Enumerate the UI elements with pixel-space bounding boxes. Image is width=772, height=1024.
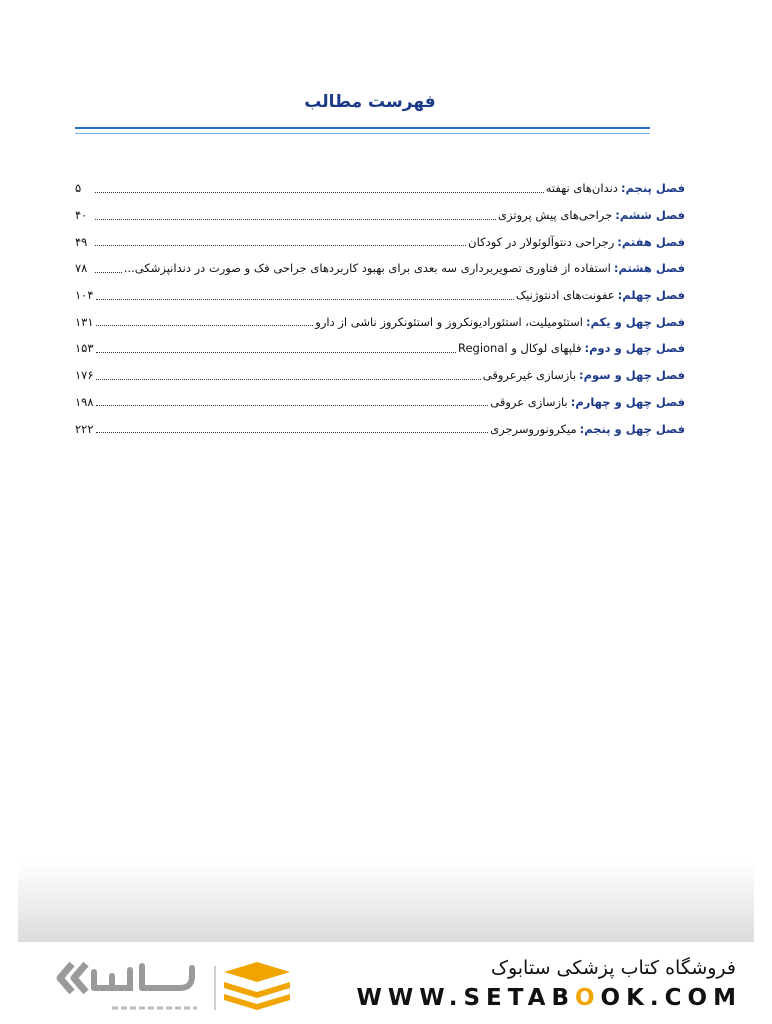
store-name: فروشگاه کتاب پزشکی ستابوک bbox=[490, 957, 736, 979]
footer-fade-band bbox=[18, 862, 754, 942]
toc-leader-dots bbox=[96, 325, 314, 326]
toc-entry[interactable] bbox=[75, 362, 685, 389]
toc-chapter-label: فصل هفتم: bbox=[617, 234, 685, 249]
toc-page-number: ۷۸ bbox=[75, 261, 88, 276]
toc-page-number: ۱۹۸ bbox=[75, 394, 94, 409]
toc-leader-dots bbox=[96, 299, 514, 300]
toc-subject: استئومیلیت، استئورادیونکروز و استئونکروز ناشی از دارو bbox=[315, 314, 583, 329]
toc-leader-dots bbox=[95, 192, 544, 193]
toc-leader-dots bbox=[95, 245, 466, 246]
toc-page-number: ۴۰ bbox=[75, 208, 88, 223]
url-accent-o: O bbox=[574, 985, 601, 1011]
toc-entry[interactable] bbox=[75, 308, 685, 335]
toc-subject: بازسازی عروقی bbox=[490, 394, 568, 409]
url-prefix: WWW.SETAB bbox=[356, 985, 575, 1011]
logo-divider bbox=[104, 996, 202, 999]
toc-entry[interactable] bbox=[75, 202, 685, 229]
title-rule bbox=[75, 127, 650, 129]
logo-chevron-icon bbox=[60, 964, 72, 992]
toc-entry[interactable] bbox=[75, 389, 685, 416]
toc-page-number: ۱۷۶ bbox=[75, 368, 94, 383]
toc-chapter-label: فصل چهلم: bbox=[617, 288, 685, 303]
toc-entry[interactable] bbox=[75, 228, 685, 255]
toc-leader-dots bbox=[96, 352, 456, 353]
toc-chapter-label: فصل چهل و سوم: bbox=[579, 368, 685, 383]
toc-page-number: ۴۹ bbox=[75, 234, 88, 249]
toc-title: فهرست مطالب bbox=[304, 92, 436, 112]
logo-vertical-divider bbox=[214, 966, 216, 1010]
toc-subject: استفاده از فناوری تصویربرداری سه بعدی برای بهبود کاربردهای جراحی فک و صورت در دندانپزشکی... bbox=[123, 261, 611, 276]
logo-chevron-icon bbox=[74, 964, 86, 992]
toc-entry[interactable] bbox=[75, 255, 685, 282]
store-url[interactable] bbox=[357, 985, 743, 1011]
toc-entry[interactable] bbox=[75, 282, 685, 309]
toc-chapter-label: فصل چهل و یکم: bbox=[585, 314, 685, 329]
toc-chapter-label: فصل چهل و چهارم: bbox=[570, 394, 685, 409]
toc-chapter-label: فصل چهل و پنجم: bbox=[579, 421, 685, 436]
toc-leader-dots bbox=[96, 379, 481, 380]
toc-chapter-label: فصل چهل و دوم: bbox=[584, 341, 685, 356]
setabook-logo bbox=[52, 958, 302, 1018]
toc-entry[interactable] bbox=[75, 335, 685, 362]
url-mid: O bbox=[600, 985, 627, 1011]
toc-subject: رجراحی دنتوآلوئولار در کودکان bbox=[468, 234, 615, 249]
toc-leader-dots bbox=[96, 432, 489, 433]
toc-subject: میکرونوروسرجری bbox=[490, 421, 577, 436]
toc-subject: جراحی‌های پیش پروتزی bbox=[498, 208, 613, 223]
setabook-logo-graphic bbox=[52, 958, 302, 1018]
toc-subject: عفونت‌های ادنتوژنیک bbox=[515, 288, 615, 303]
toc-list bbox=[75, 175, 685, 442]
toc-subject: دندان‌های نهفته bbox=[545, 181, 618, 196]
toc-entry[interactable] bbox=[75, 415, 685, 442]
toc-page-number: ۱۳۱ bbox=[75, 314, 94, 329]
toc-leader-dots bbox=[96, 405, 489, 406]
toc-leader-dots bbox=[95, 272, 122, 273]
toc-page-number: ۲۲۲ bbox=[75, 421, 94, 436]
toc-page-number: ۵ bbox=[75, 181, 82, 196]
toc-page-number: ۱۰۴ bbox=[75, 288, 94, 303]
toc-chapter-label: فصل هشتم: bbox=[613, 261, 685, 276]
logo-wordmark-shape bbox=[94, 966, 192, 988]
toc-page-number: ۱۵۳ bbox=[75, 341, 94, 356]
toc-entry[interactable] bbox=[75, 175, 685, 202]
toc-leader-dots bbox=[95, 219, 496, 220]
url-suffix: K.COM bbox=[626, 985, 742, 1011]
toc-subject: بازسازی غیرعروقی bbox=[482, 368, 577, 383]
toc-chapter-label: فصل پنجم: bbox=[620, 181, 685, 196]
book-stack-icon bbox=[224, 962, 290, 1010]
toc-subject: فلپهای لوکال و Regional bbox=[457, 341, 582, 356]
title-rule-thin bbox=[75, 133, 650, 134]
toc-chapter-label: فصل ششم: bbox=[615, 208, 685, 223]
